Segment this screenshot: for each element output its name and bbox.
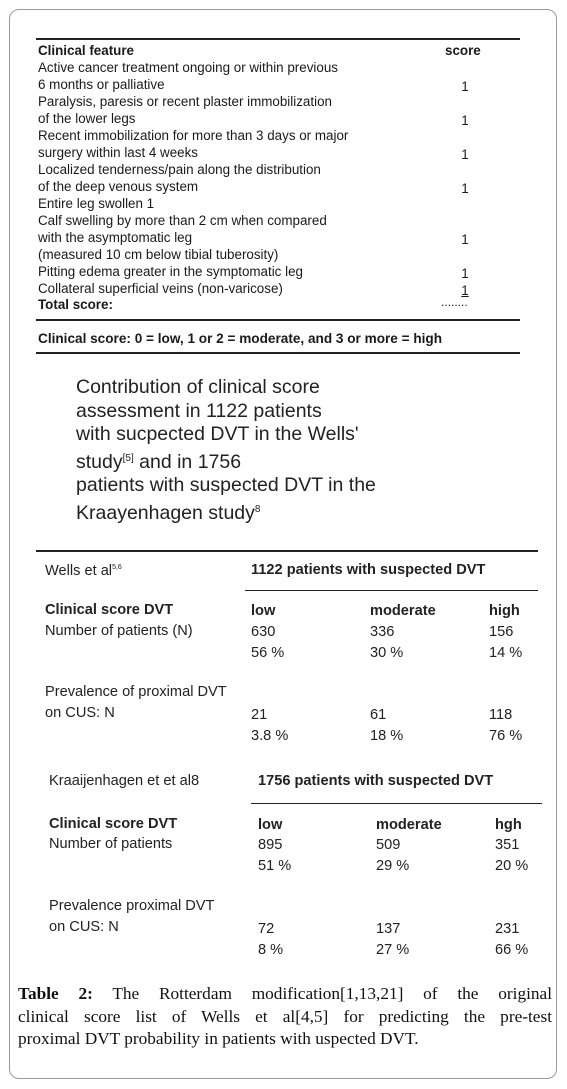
kraaijenhagen-n-label: Number of patients xyxy=(49,836,173,852)
contribution-line: study[5] and in 1756 xyxy=(76,450,242,473)
caption-line: Table 2: The Rotterdam modification[1,13,21] of the original xyxy=(18,984,552,1003)
kraaijenhagen-prev-label: Prevalence proximal DVT xyxy=(49,898,215,914)
table-top-rule xyxy=(36,38,520,40)
wells-level-low: low xyxy=(251,603,276,619)
total-score-label: Total score: xyxy=(38,297,113,312)
feature-line: Active cancer treatment ongoing or within previous xyxy=(38,60,338,75)
kraaijenhagen-prev-high: 231 xyxy=(495,921,520,937)
wells-heading: 1122 patients with suspected DVT xyxy=(251,562,486,578)
header-score: score xyxy=(445,43,481,58)
feature-score: 1 xyxy=(461,266,469,281)
feature-line: Recent immobilization for more than 3 days or major xyxy=(38,128,349,143)
kraaijenhagen-prev-pct-low: 8 % xyxy=(258,942,284,958)
wells-top-rule xyxy=(36,550,538,552)
wells-prev-pct-moderate: 18 % xyxy=(370,728,404,744)
kraaijenhagen-prev-pct-high: 66 % xyxy=(495,942,529,958)
wells-n-moderate: 336 xyxy=(370,624,395,640)
kraaijenhagen-n-low: 895 xyxy=(258,837,283,853)
kraaijenhagen-pct-low: 51 % xyxy=(258,858,292,874)
wells-level-moderate: moderate xyxy=(370,603,436,619)
contribution-line: assessment in 1122 patients xyxy=(76,399,322,422)
wells-pct-moderate: 30 % xyxy=(370,645,404,661)
caption-line: proximal DVT probability in patients with uspected DVT. xyxy=(18,1029,419,1048)
wells-n-label: Number of patients (N) xyxy=(45,623,193,639)
feature-line: Collateral superficial veins (non-varicose) xyxy=(38,281,283,296)
kraaijenhagen-level-moderate: moderate xyxy=(376,817,442,833)
kraaijenhagen-n-moderate: 509 xyxy=(376,837,401,853)
kraaijenhagen-prev-label: on CUS: N xyxy=(49,919,119,935)
wells-prev-low: 21 xyxy=(251,707,268,723)
wells-prev-moderate: 61 xyxy=(370,707,387,723)
feature-line: Entire leg swollen 1 xyxy=(38,196,155,211)
kraaijenhagen-sub-rule xyxy=(251,803,542,804)
feature-score: 1 xyxy=(461,232,469,247)
wells-prev-pct-low: 3.8 % xyxy=(251,728,289,744)
wells-score-label: Clinical score DVT xyxy=(45,602,174,618)
clinical-score-note: Clinical score: 0 = low, 1 or 2 = moderate, and 3 or more = high xyxy=(38,331,443,346)
contribution-heading xyxy=(76,376,376,525)
contribution-line: patients with suspected DVT in the xyxy=(76,474,376,496)
contribution-line: Kraayenhagen study$^8$ xyxy=(76,501,261,524)
feature-line: of the lower legs xyxy=(38,111,136,126)
kraaijenhagen-prev-pct-moderate: 27 % xyxy=(376,942,410,958)
feature-line: Paralysis, paresis or recent plaster immobilization xyxy=(38,94,332,109)
kraaijenhagen-prev-low: 72 xyxy=(258,921,275,937)
table-bottom-rule xyxy=(36,352,520,354)
wells-pct-low: 56 % xyxy=(251,645,285,661)
table-mid-rule xyxy=(36,319,520,321)
feature-line: Pitting edema greater in the symptomatic leg xyxy=(38,264,303,279)
feature-line: (measured 10 cm below tibial tuberosity) xyxy=(38,247,279,262)
wells-pct-high: 14 % xyxy=(489,645,523,661)
contribution-line: with sucpected DVT in the Wells' xyxy=(76,423,359,445)
feature-score: 1 xyxy=(461,181,469,196)
wells-prev-label: on CUS: N xyxy=(45,705,115,721)
kraaijenhagen-n-high: 351 xyxy=(495,837,520,853)
feature-score: 1 xyxy=(461,147,469,162)
feature-score: 1 xyxy=(461,79,469,94)
caption-label: Table 2: xyxy=(18,984,93,1003)
kraaijenhagen-score-label: Clinical score DVT xyxy=(49,816,178,832)
feature-score: 1 xyxy=(461,283,469,298)
wells-source: Wells et al$^{5,6}$ xyxy=(45,563,122,579)
contribution-line: Contribution of clinical score xyxy=(76,376,320,398)
feature-score: 1 xyxy=(461,113,469,128)
feature-line: with the asymptomatic leg xyxy=(38,230,193,245)
feature-line: of the deep venous system xyxy=(38,179,199,194)
feature-line: 6 months or palliative xyxy=(38,77,165,92)
table-caption xyxy=(18,983,552,1051)
wells-level-high: high xyxy=(489,603,520,619)
header-clinical-feature: Clinical feature xyxy=(38,43,134,58)
kraaijenhagen-heading: 1756 patients with suspected DVT xyxy=(258,773,494,789)
wells-sub-rule xyxy=(245,590,538,591)
wells-n-low: 630 xyxy=(251,624,276,640)
feature-line: Localized tenderness/pain along the distribution xyxy=(38,162,321,177)
wells-prev-pct-high: 76 % xyxy=(489,728,523,744)
kraaijenhagen-level-high: hgh xyxy=(495,817,522,833)
kraaijenhagen-prev-moderate: 137 xyxy=(376,921,401,937)
kraaijenhagen-source: Kraaijenhagen et et al8 xyxy=(49,773,200,789)
kraaijenhagen-level-low: low xyxy=(258,817,283,833)
wells-n-high: 156 xyxy=(489,624,514,640)
total-score-dots: ........ xyxy=(441,295,468,309)
kraaijenhagen-pct-moderate: 29 % xyxy=(376,858,410,874)
feature-line: surgery within last 4 weeks xyxy=(38,145,199,160)
wells-prev-label: Prevalence of proximal DVT xyxy=(45,684,227,700)
wells-prev-high: 118 xyxy=(489,707,513,723)
kraaijenhagen-pct-high: 20 % xyxy=(495,858,529,874)
feature-line: Calf swelling by more than 2 cm when compared xyxy=(38,213,327,228)
caption-line: clinical score list of Wells et al[4,5] for predicting the pre-test xyxy=(18,1006,552,1026)
